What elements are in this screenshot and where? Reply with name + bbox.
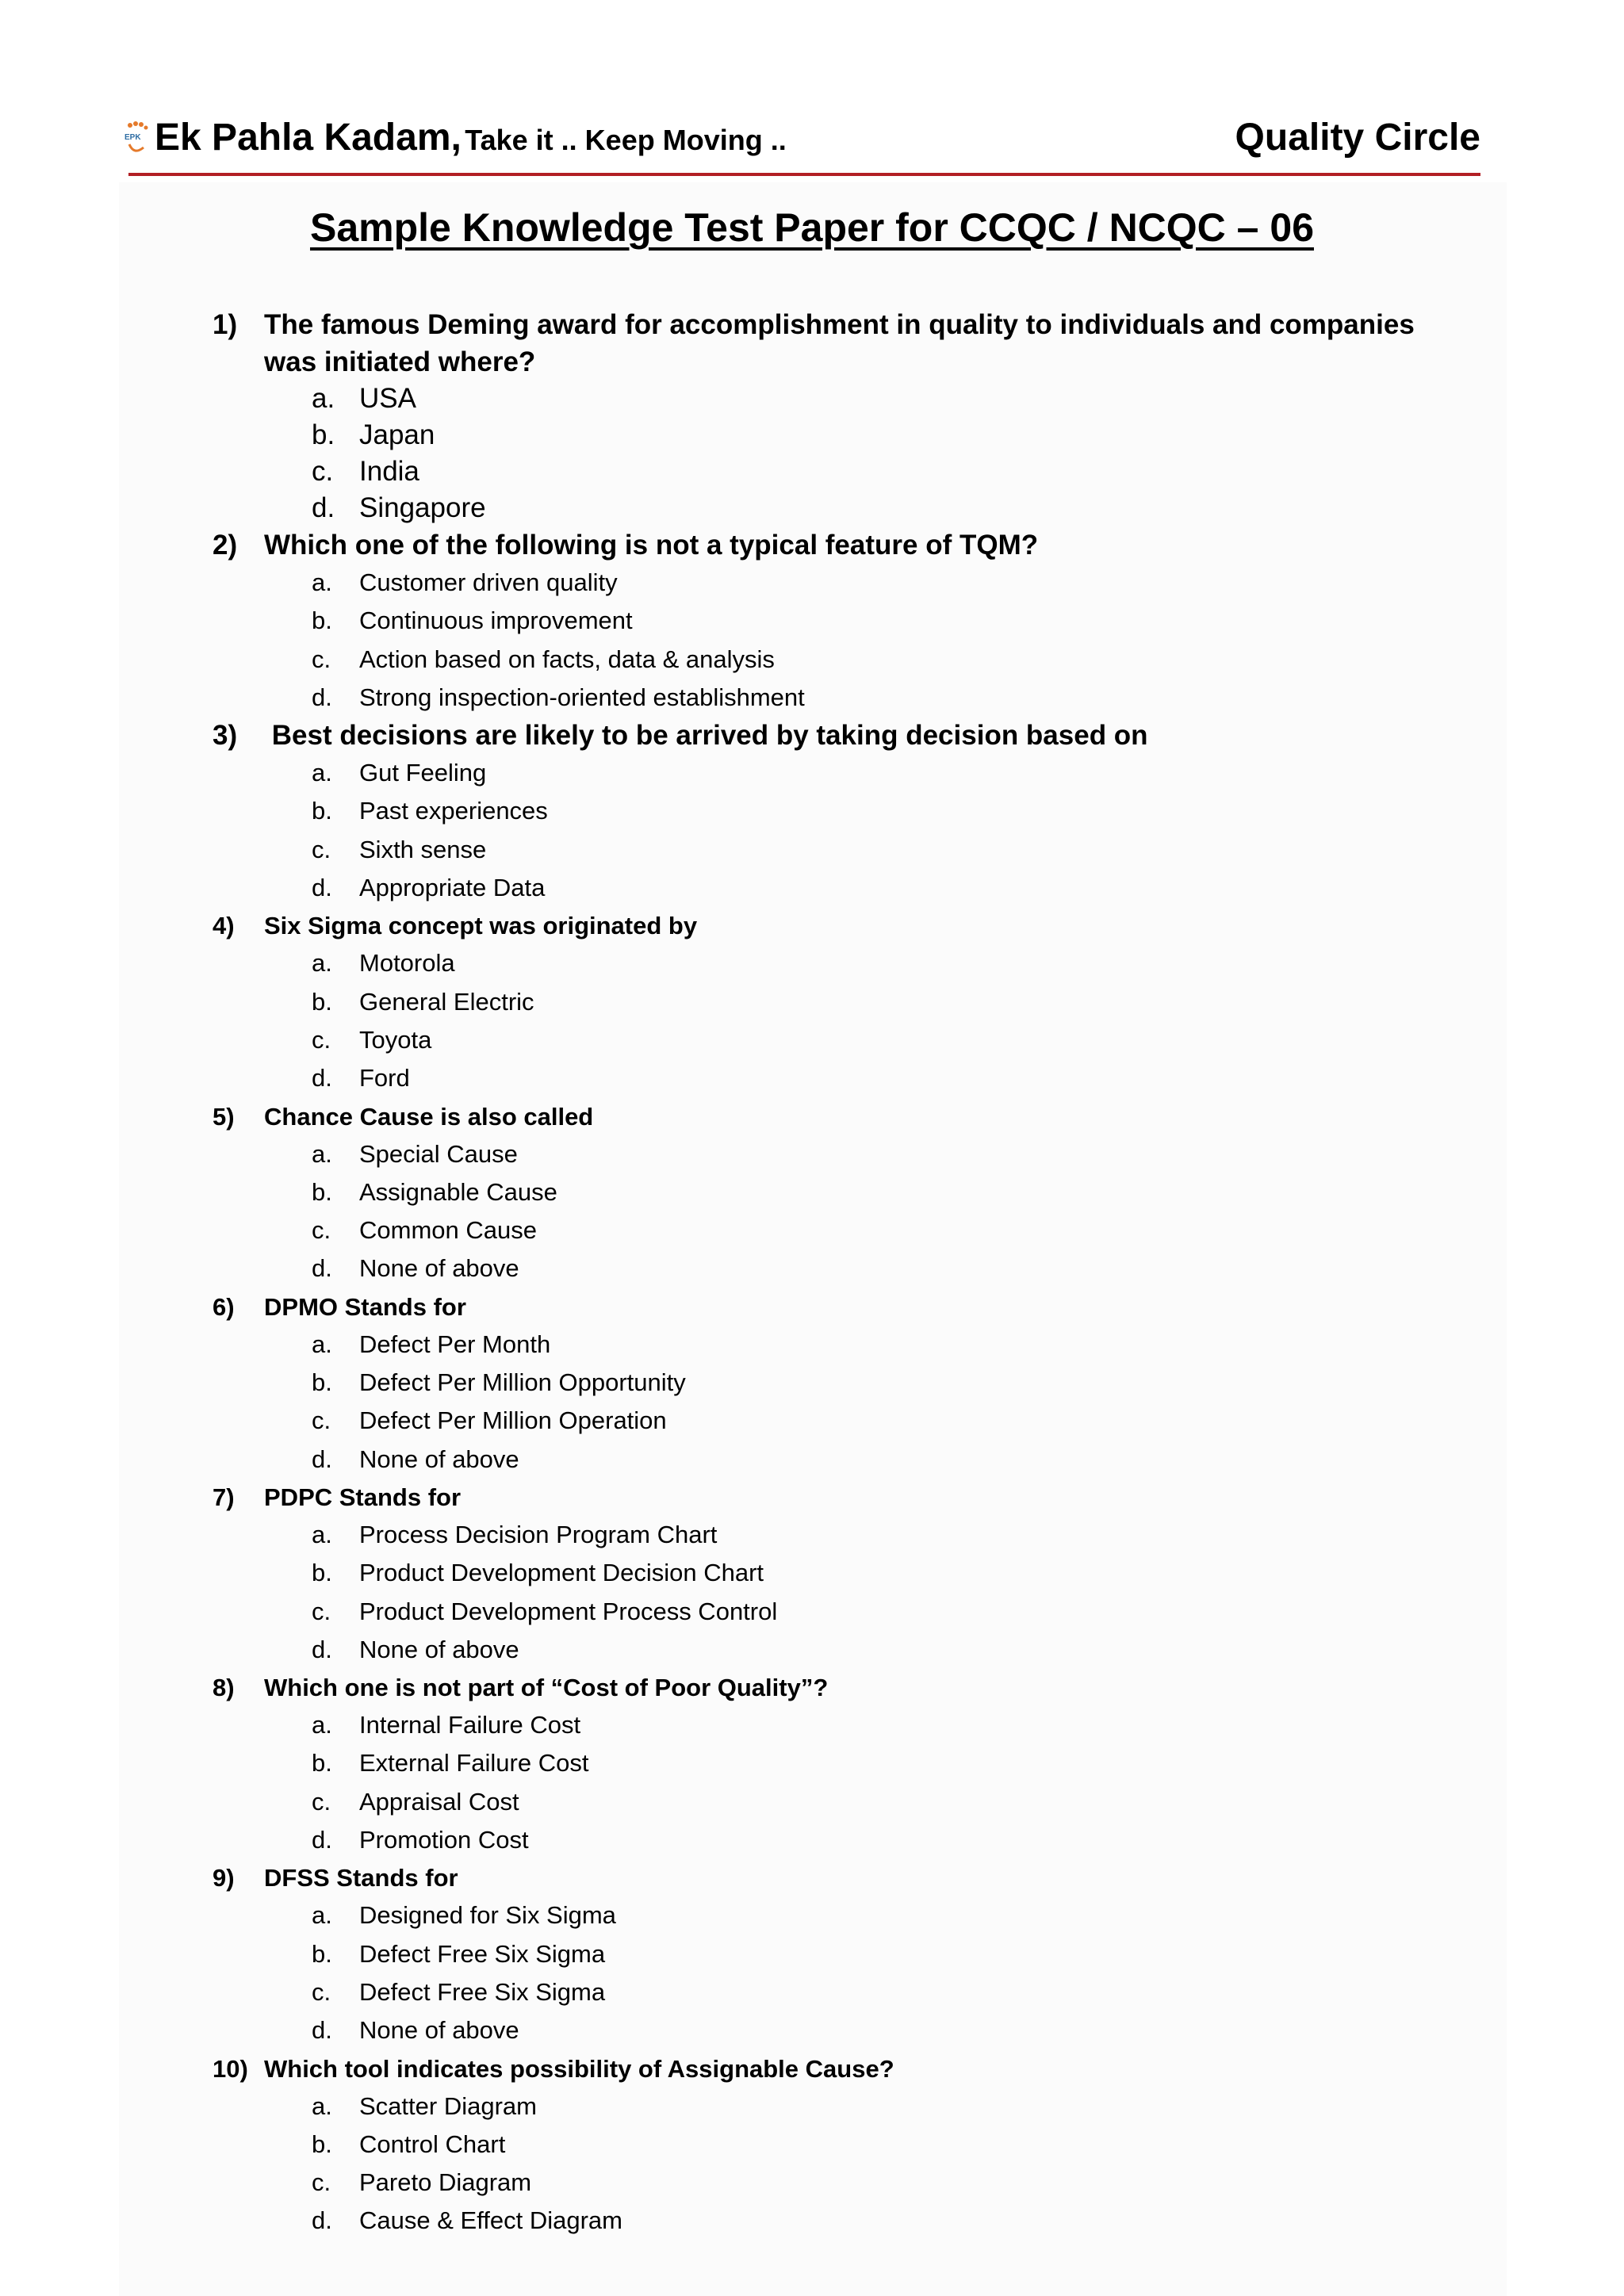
- option-letter: a.: [312, 1520, 332, 1548]
- question-number: 7): [213, 1483, 235, 1511]
- question-number: 6): [213, 1292, 235, 1321]
- option-text: Designed for Six Sigma: [359, 1901, 616, 1930]
- answer-option: [312, 417, 1450, 453]
- question-header: [213, 306, 1450, 381]
- option-letter: b.: [312, 2130, 332, 2158]
- answer-option: [312, 1783, 1450, 1821]
- option-text: Process Decision Program Chart: [359, 1520, 718, 1548]
- question-text: Best decisions are likely to be arrived by taking decision based on: [264, 720, 1148, 752]
- option-letter: c.: [312, 1216, 331, 1245]
- answer-option: [312, 2011, 1450, 2049]
- question-text: Six Sigma concept was originated by: [264, 912, 698, 940]
- question-text: The famous Deming award for accomplishment in quality to individuals and companies was initiated where?: [264, 309, 1423, 377]
- option-text: Appropriate Data: [359, 874, 546, 902]
- option-letter: d.: [312, 683, 332, 711]
- option-letter: b.: [312, 607, 332, 635]
- option-text: Cause & Effect Diagram: [359, 2206, 622, 2235]
- answer-option: [312, 1554, 1450, 1592]
- question-text: Chance Cause is also called: [264, 1102, 594, 1131]
- option-letter: d.: [312, 2016, 332, 2045]
- page-header: [123, 111, 1480, 174]
- option-letter: c.: [312, 645, 331, 673]
- answer-option: [312, 1935, 1450, 1973]
- question-text: Which tool indicates possibility of Assignable Cause?: [264, 2054, 894, 2083]
- question-header: [213, 1098, 1450, 1135]
- question-number: 2): [213, 530, 238, 561]
- option-list: [312, 1135, 1450, 1288]
- answer-option: [312, 381, 1450, 417]
- option-text: Continuous improvement: [359, 607, 633, 635]
- option-letter: c.: [312, 835, 331, 863]
- page-title: Sample Knowledge Test Paper for CCQC / NCQC – 06: [309, 205, 1314, 250]
- answer-option: [312, 641, 1450, 679]
- question-number: 8): [213, 1674, 235, 1702]
- option-letter: a.: [312, 949, 332, 978]
- option-letter: b.: [312, 1559, 332, 1587]
- answer-option: [312, 679, 1450, 717]
- option-text: Singapore: [359, 492, 486, 523]
- answer-option: [312, 1516, 1450, 1554]
- answer-option: [312, 1593, 1450, 1631]
- option-text: Common Cause: [359, 1216, 537, 1245]
- question: [213, 526, 1450, 717]
- option-letter: d.: [312, 2206, 332, 2235]
- question-number: 10): [213, 2054, 248, 2083]
- answer-option: [312, 1706, 1450, 1744]
- answer-option: [312, 944, 1450, 982]
- option-text: None of above: [359, 1635, 519, 1663]
- answer-option: [312, 490, 1450, 526]
- option-text: Toyota: [359, 1025, 432, 1054]
- option-text: Ford: [359, 1064, 410, 1093]
- option-letter: b.: [312, 1368, 332, 1397]
- option-letter: c.: [312, 1977, 331, 2006]
- answer-option: [312, 869, 1450, 907]
- question-number: 4): [213, 912, 235, 940]
- option-text: General Electric: [359, 987, 534, 1016]
- option-letter: a.: [312, 1711, 332, 1739]
- option-text: Gut Feeling: [359, 759, 487, 787]
- option-text: Sixth sense: [359, 835, 487, 863]
- answer-option: [312, 1402, 1450, 1440]
- question: [213, 907, 1450, 1097]
- question-text: DFSS Stands for: [264, 1864, 458, 1892]
- option-list: [312, 564, 1450, 717]
- answer-option: [312, 831, 1450, 869]
- option-letter: b.: [312, 1177, 332, 1206]
- option-letter: d.: [312, 1445, 332, 1473]
- answer-option: [312, 1441, 1450, 1479]
- question-list: [213, 306, 1450, 2241]
- question-header: [213, 2050, 1450, 2087]
- option-list: [312, 754, 1450, 907]
- answer-option: [312, 792, 1450, 830]
- answer-option: [312, 602, 1450, 640]
- answer-option: [312, 1249, 1450, 1288]
- question-number: 1): [213, 309, 238, 340]
- option-list: [312, 1706, 1450, 1859]
- epk-footprint-logo-icon: [123, 121, 151, 159]
- option-list: [312, 381, 1450, 526]
- option-letter: c.: [312, 1597, 331, 1625]
- answer-option: [312, 2202, 1450, 2240]
- answer-option: [312, 1744, 1450, 1782]
- question-number: 9): [213, 1864, 235, 1892]
- answer-option: [312, 1021, 1450, 1059]
- question-text: DPMO Stands for: [264, 1292, 466, 1321]
- option-letter: d.: [312, 492, 335, 523]
- option-letter: d.: [312, 1254, 332, 1283]
- answer-option: [312, 1973, 1450, 2011]
- option-letter: c.: [312, 1025, 331, 1054]
- logo-text: EPK: [124, 133, 141, 142]
- option-letter: a.: [312, 1139, 332, 1168]
- brand-name: Ek Pahla Kadam,: [155, 117, 462, 159]
- question: [213, 2050, 1450, 2241]
- question: [213, 717, 1450, 907]
- answer-option: [312, 1821, 1450, 1859]
- answer-option: [312, 453, 1450, 490]
- option-text: Past experiences: [359, 797, 548, 825]
- question: [213, 1288, 1450, 1479]
- option-text: Defect Per Million Opportunity: [359, 1368, 686, 1397]
- option-letter: d.: [312, 1635, 332, 1663]
- option-text: Product Development Process Control: [359, 1597, 778, 1625]
- option-letter: a.: [312, 1330, 332, 1358]
- option-text: Scatter Diagram: [359, 2091, 537, 2120]
- answer-option: [312, 1326, 1450, 1364]
- option-list: [312, 1326, 1450, 1479]
- question-header: [213, 1288, 1450, 1326]
- answer-option: [312, 1135, 1450, 1173]
- option-list: [312, 2087, 1450, 2241]
- option-text: Appraisal Cost: [359, 1787, 519, 1816]
- answer-option: [312, 2164, 1450, 2202]
- answer-option: [312, 983, 1450, 1021]
- option-text: India: [359, 456, 419, 487]
- section-title: Quality Circle: [1235, 117, 1480, 159]
- option-letter: d.: [312, 1064, 332, 1093]
- option-text: Defect Per Million Operation: [359, 1406, 667, 1435]
- question-number: 3): [213, 720, 238, 752]
- option-text: None of above: [359, 2016, 519, 2045]
- option-text: Internal Failure Cost: [359, 1711, 581, 1739]
- answer-option: [312, 1896, 1450, 1934]
- question-header: [213, 1859, 1450, 1896]
- option-text: None of above: [359, 1445, 519, 1473]
- option-text: Product Development Decision Chart: [359, 1559, 764, 1587]
- answer-option: [312, 754, 1450, 792]
- option-text: Customer driven quality: [359, 568, 618, 596]
- option-letter: b.: [312, 419, 335, 450]
- option-text: Special Cause: [359, 1139, 518, 1168]
- option-text: None of above: [359, 1254, 519, 1283]
- option-text: Japan: [359, 419, 435, 450]
- option-text: Motorola: [359, 949, 455, 978]
- option-text: External Failure Cost: [359, 1749, 589, 1777]
- option-letter: c.: [312, 1406, 331, 1435]
- option-letter: a.: [312, 1901, 332, 1930]
- question: [213, 1479, 1450, 1669]
- answer-option: [312, 1631, 1450, 1669]
- option-letter: c.: [312, 1787, 331, 1816]
- option-letter: a.: [312, 383, 335, 414]
- answer-option: [312, 2087, 1450, 2126]
- option-text: Control Chart: [359, 2130, 506, 2158]
- option-letter: a.: [312, 759, 332, 787]
- question: [213, 1669, 1450, 1859]
- question-number: 5): [213, 1102, 235, 1131]
- option-text: Defect Free Six Sigma: [359, 1977, 606, 2006]
- option-letter: d.: [312, 874, 332, 902]
- answer-option: [312, 1059, 1450, 1097]
- question-header: [213, 1479, 1450, 1516]
- question-text: Which one of the following is not a typical feature of TQM?: [264, 530, 1039, 561]
- question: [213, 1859, 1450, 2049]
- option-letter: c.: [312, 2168, 331, 2197]
- question-text: PDPC Stands for: [264, 1483, 462, 1511]
- question: [213, 306, 1450, 526]
- option-letter: b.: [312, 1939, 332, 1968]
- question-text: Which one is not part of “Cost of Poor Quality”?: [264, 1674, 829, 1702]
- option-letter: d.: [312, 1826, 332, 1854]
- question-header: [213, 907, 1450, 944]
- option-letter: b.: [312, 797, 332, 825]
- option-text: USA: [359, 383, 416, 414]
- option-text: Defect Free Six Sigma: [359, 1939, 606, 1968]
- answer-option: [312, 1211, 1450, 1249]
- option-text: Defect Per Month: [359, 1330, 551, 1358]
- option-text: Action based on facts, data & analysis: [359, 645, 775, 673]
- option-text: Promotion Cost: [359, 1826, 529, 1854]
- answer-option: [312, 564, 1450, 602]
- option-letter: c.: [312, 456, 334, 487]
- answer-option: [312, 2126, 1450, 2164]
- option-text: Assignable Cause: [359, 1177, 557, 1206]
- question-header: [213, 717, 1450, 754]
- option-letter: a.: [312, 568, 332, 596]
- header-divider: [128, 173, 1480, 176]
- brand: [155, 116, 787, 159]
- question-header: [213, 1669, 1450, 1706]
- option-list: [312, 1516, 1450, 1669]
- option-letter: b.: [312, 1749, 332, 1777]
- answer-option: [312, 1173, 1450, 1211]
- option-text: Pareto Diagram: [359, 2168, 532, 2197]
- brand-tagline: Take it .. Keep Moving ..: [465, 124, 787, 156]
- option-letter: b.: [312, 987, 332, 1016]
- option-list: [312, 944, 1450, 1097]
- question: [213, 1098, 1450, 1288]
- option-text: Strong inspection-oriented establishment: [359, 683, 805, 711]
- option-list: [312, 1896, 1450, 2049]
- question-header: [213, 526, 1450, 564]
- option-letter: a.: [312, 2091, 332, 2120]
- answer-option: [312, 1364, 1450, 1402]
